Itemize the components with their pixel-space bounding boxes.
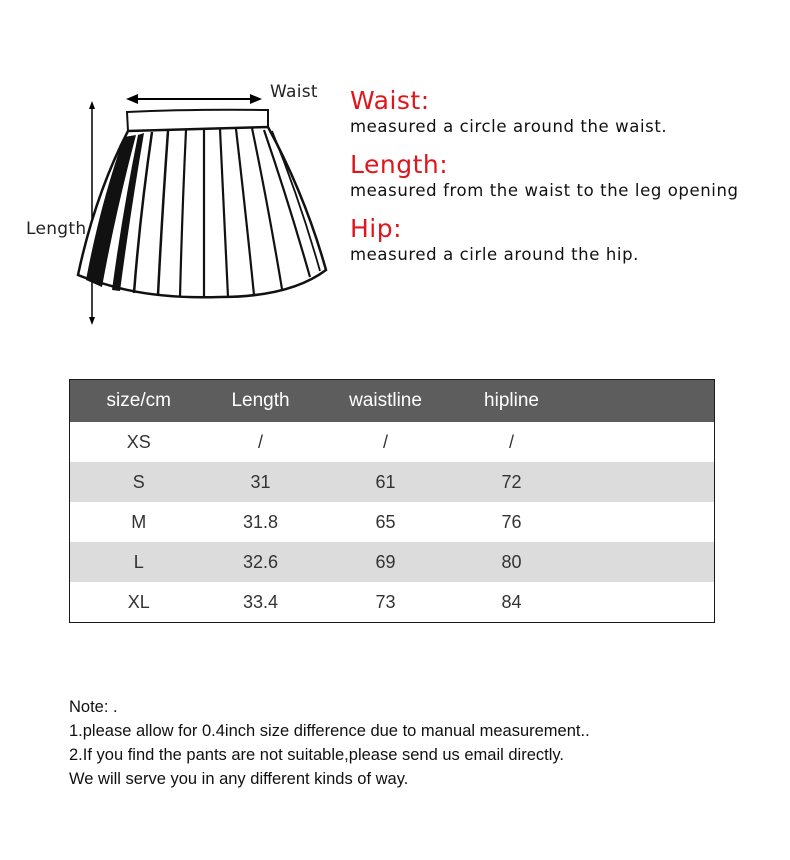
header-waistline: waistline [314,380,458,423]
note-line: 2.If you find the pants are not suitable,please send us email directly. [69,746,564,764]
table-row [70,422,715,462]
note-line: 1.please allow for 0.4inch size difference due to manual measurement.. [69,722,590,740]
header-size: size/cm [70,380,208,423]
cell-empty [566,542,715,582]
table-row [70,582,715,623]
cell-length: 31.8 [242,511,279,532]
header-hipline: hipline [458,380,566,423]
cell-empty [566,462,715,502]
cell-size: XL [127,591,150,612]
table-row [70,502,715,542]
cell-waistline: 69 [314,542,458,582]
definition-waist [350,86,780,138]
header-length: Length [208,380,314,423]
cell-size: XS [126,431,151,452]
cell-empty [566,582,715,623]
definition-title: Hip: [350,214,403,243]
definition-length [350,150,780,202]
definition-description: measured a circle around the waist. [350,117,668,136]
cell-hipline: 80 [458,542,566,582]
skirt-illustration-icon [20,75,340,335]
definition-title: Waist: [350,86,430,115]
cell-size: S [70,462,208,502]
definition-hip [350,214,780,266]
size-chart-table [69,379,715,623]
cell-hipline: 84 [501,591,522,612]
waist-label: Waist [270,82,318,102]
cell-hipline: 72 [458,462,566,502]
measurement-definitions [350,86,780,278]
cell-length: 31 [208,462,314,502]
table-row [70,462,715,502]
cell-size: L [70,542,208,582]
cell-length: / [257,431,263,452]
definition-description: measured a cirle around the hip. [350,245,640,264]
notes-section [69,695,590,791]
cell-hipline: 76 [501,511,522,532]
notes-heading: Note: . [69,698,118,716]
cell-length: 33.4 [242,591,279,612]
note-line: We will serve you in any different kinds of way. [69,770,409,788]
definition-description: measured from the waist to the leg opening [350,181,739,200]
cell-empty [566,422,715,462]
cell-hipline: / [508,431,514,452]
cell-waistline: 73 [375,591,396,612]
header-empty [566,380,715,423]
cell-waistline: 65 [375,511,396,532]
skirt-measurement-diagram [20,75,340,335]
cell-size: M [131,511,147,532]
cell-empty [566,502,715,542]
cell-waistline: / [382,431,388,452]
length-label: Length [26,219,87,239]
table-row [70,542,715,582]
cell-length: 32.6 [208,542,314,582]
cell-waistline: 61 [314,462,458,502]
table-header-row [70,380,715,423]
definition-title: Length: [350,150,449,179]
